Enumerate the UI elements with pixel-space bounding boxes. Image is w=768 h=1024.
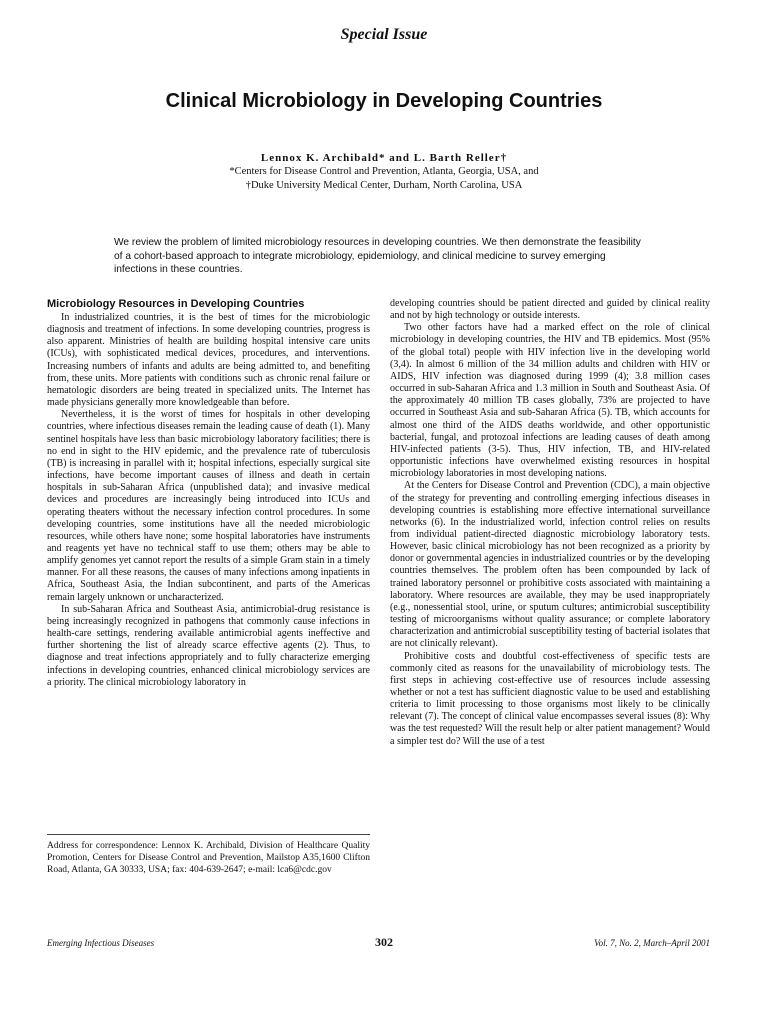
footer-volume: Vol. 7, No. 2, March–April 2001 [594,938,710,948]
left-column [47,298,370,689]
article-title: Clinical Microbiology in Developing Countries [165,90,603,112]
abstract: We review the problem of limited microbiology resources in developing countries. We then demonstrate the feasibility of a cohort-based approach to integrate microbiology, epidemiology, and clinical medicine to survey emerging infections in these countries. [114,237,641,275]
affiliation-1: *Centers for Disease Control and Prevention, Atlanta, Georgia, USA, and [229,166,539,177]
right-column [390,298,710,748]
footnote-divider [47,834,370,835]
paragraph: In sub-Saharan Africa and Southeast Asia, antimicrobial-drug resistance is being increasingly recognized in pathogens that commonly cause infections in health-care settings, rendering available antimicrobial agents ineffective and further shortening the list of already scarce effective agents (2). Thus, to diagnose and treat infections appropriately and to fully characterize emerging infections in developing countries, enhanced clinical microbiology services are a priority. The clinical microbiology laboratory in [47,603,370,688]
paragraph: At the Centers for Disease Control and Prevention (CDC), a main objective of the strategy for preventing and controlling emerging infectious diseases in developing countries is establishing more effective international surveillance networks (6). In the industrialized world, infection control relies on results from individual patient-directed diagnostic microbiology laboratory tests. However, basic clinical microbiology has not been recognized as a priority by donor or governmental agencies in industrialized countries or by the developing countries themselves. The problem often has been compounded by lack of trained laboratory personnel or prohibitive costs associated with maintaining a laboratory. Where resources are available, they may be used inappropriately (e.g., nonessential stool, urine, or sputum cultures; antimicrobial susceptibility testing of microorganisms without quality assurance; or complete laboratory characterization and antimicrobial susceptibility testing of bacterial isolates that are not clinically relevant). [390,480,710,650]
correspondence-address: Address for correspondence: Lennox K. Archibald, Division of Healthcare Quality Promotion, Centers for Disease Control and Prevention, Mailstop A35,1600 Clifton Road, Atlanta, GA 30333, USA; fax: 404-639-2647; e-mail: lca6@cdc.gov [47,841,370,875]
paragraph: In industrialized countries, it is the best of times for the microbiologic diagnosis and treatment of infections. In some developing countries, progress is also apparent. Ministries of health are building hospital intensive care units (ICUs), with sophisticated medical devices, procedures, and interventions. Increasing numbers of infants and adults are being admitted to, and benefiting from, these units. More patients with conditions such as chronic renal failure or hematologic disorders are being treated in specialized units. The Internet has made physicians generally more knowledgeable than before. [47,312,370,409]
section-heading: Microbiology Resources in Developing Countries [47,298,305,310]
page-number: 302 [375,935,393,949]
paragraph: Prohibitive costs and doubtful cost-effectiveness of specific tests are commonly cited as reasons for the unavailability of microbiology tests. The first steps in achieving cost-effective use of resources include assessing whether or not a test has sufficient diagnostic value to be used and establishing criteria to limit processing to those organisms most likely to be clinically relevant (7). The concept of clinical value encompasses several issues (8): Why was the test requested? Will the result help or alter patient management? Would a simpler test do? Will the use of a test [390,650,710,747]
paragraph: Two other factors have had a marked effect on the role of clinical microbiology in developing countries, the HIV and TB epidemics. Most (95% of the global total) people with HIV infection live in the developing world (3,4). In almost 6 million of the 34 million adults and children with HIV or AIDS, HIV infection was diagnosed during 1999 (4); 3.8 million cases occurred in sub-Saharan Africa and 1.3 million in South and Southeast Asia. Of the approximately 40 million TB cases globally, 73% are projected to have occurred in Southeast Asia and sub-Saharan Africa (5). TB, which accounts for almost one third of the AIDS deaths worldwide, and other opportunistic bacterial, fungal, and protozoal infections are leading causes of death among HIV-infected patients (3-5). Thus, HIV infection, TB, and HIV-related opportunistic infections have overwhelmed existing resources in hospital microbiology laboratories in most developing nations. [390,322,710,480]
paragraph: Nevertheless, it is the worst of times for hospitals in other developing countries, where infectious diseases remain the leading cause of death (1). Many sentinel hospitals have less than basic microbiology laboratory facilities; there is no end in sight to the HIV epidemic, and the prevalence rate of tuberculosis (TB) is increasing in parallel with it; hospital infections, especially surgical site infections, have become important causes of illness and death in certain hospitals in sub-Saharan Africa (unpublished data); and invasive medical devices and procedures are increasingly being introduced into ICUs and operating theaters without the necessary infection control procedures. In some developing countries, some institutions have all the needed microbiologic resources, while others have none; some hospital laboratories have instruments and reagents yet have no technical staff to use them; others may be able to amplify genomes yet cannot report the results of a simple Gram stain in a timely manner. For all these reasons, the causes of many infections among inpatients in Africa, Southeast Asia, the Indian subcontinent, and parts of the Americas remain largely unknown or uncharacterized. [47,409,370,603]
affiliation-2: †Duke University Medical Center, Durham, North Carolina, USA [245,180,523,191]
footer-journal: Emerging Infectious Diseases [47,938,155,948]
section-label: Special Issue [340,26,428,43]
paragraph: developing countries should be patient directed and guided by clinical reality and not by high technology or outside interests. [390,298,710,322]
authors: Lennox K. Archibald* and L. Barth Reller† [260,152,508,164]
